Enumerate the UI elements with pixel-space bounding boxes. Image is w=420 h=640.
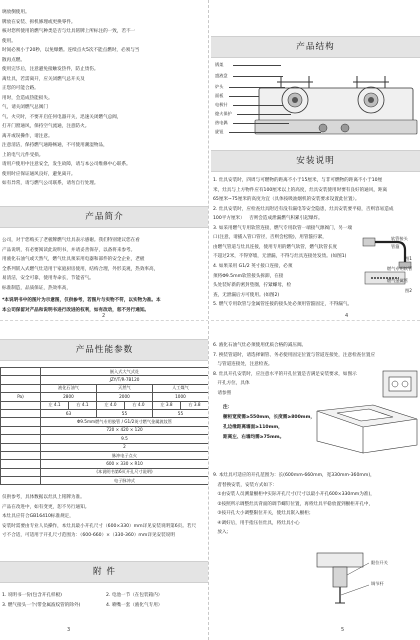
product-intro-title: 产品简介 [0, 206, 209, 228]
table-cell: 63 [41, 409, 97, 417]
table-row [1, 451, 209, 459]
intro-line-6: 标准制造，品质保证，热效率高， [2, 285, 71, 291]
safety-line-11: 气，请关闭燃气总阀门 [2, 105, 48, 110]
intro-line-3: 用液化石油气或天然气，燃气灶具须采用电器和部件的安全企业，老板 [2, 257, 145, 262]
table-cell: 右 3.8 [180, 401, 208, 409]
install-line: 须将Φ9.5mm软管接头拆卸，在接 [213, 273, 284, 279]
table-cell: 2 [41, 443, 209, 451]
page-number: 4 [345, 313, 349, 319]
step-line: ②按照所示调整灶具背面的调节螺钉位置，再将灶具平稳放置到橱柜开孔中， [213, 501, 374, 507]
table-cell: 嵌入式大气式灶 [41, 368, 209, 376]
table-cell: 55 [152, 409, 208, 417]
table-cell: 55 [96, 409, 152, 417]
notice-line-2: 本公司保留对产品和说明书进行改进的权利，如有改动，恕不另行通知。 [2, 307, 150, 313]
table-cell: JZY/T/R-7B120 [41, 376, 209, 384]
table-cell: 左 3.8 [152, 401, 180, 409]
safety-line-1: 璃放倒使用。 [2, 10, 30, 15]
table-row: Pa) 2800 2000 1000 [1, 393, 209, 401]
table-cell: 天然气 [96, 384, 152, 392]
safety-line-19: 如有异常，请与燃气公司联系，请勿自行处理。 [2, 181, 99, 186]
part-label: 电极针 [215, 102, 228, 107]
part-label: 面板 [215, 93, 224, 98]
step-line: ③按开孔大小调整限位开关，使灶具嵌入橱柜； [213, 511, 314, 516]
fig-label: 燃气专用软管 [387, 266, 413, 271]
table-row [1, 384, 209, 392]
safety-line-9: 正您的可能合路。 [2, 86, 39, 91]
table-row [1, 401, 209, 409]
part-label: 旋钮 [215, 129, 224, 134]
accessory-1: 1. 说明书一份(包含开孔样板) [2, 593, 62, 598]
part-label: 盛液盘 [215, 73, 228, 78]
install-line: 2. 灶具安装时，应检查灶具附近有没有漏电等安全隐患，灶具安装要平稳，否则容易造成 [213, 206, 394, 212]
install-line: 开孔方位，具体 [213, 381, 250, 386]
step-line: ①由安装人员测量橱柜中实际开孔尺寸(尺寸以最小开孔600×330mm为准)， [213, 492, 375, 497]
table-cell: 液化石油气 [41, 384, 97, 392]
page-number: 2 [102, 313, 106, 319]
install-line: 请参照 [213, 390, 232, 396]
cabinet-diagram [313, 401, 419, 455]
table-row [1, 435, 209, 443]
spec-table [0, 367, 209, 485]
table-cell: 1000 [152, 393, 208, 401]
table-row [1, 460, 209, 468]
limit-switch-diagram [307, 545, 419, 611]
install-line: 由燃气管道与灶具连接，使用专用的燃气软管，燃气软管长度 [213, 244, 338, 250]
table-row [1, 468, 209, 476]
left-sheet [0, 0, 209, 640]
safety-line-16: 上的电气元件受损。 [2, 152, 44, 158]
install-line: 不超过2米，不得穿墙，无泄漏，不得与灶具连接处发烫。(如图1) [213, 254, 347, 259]
page-4 [211, 0, 420, 320]
part-label: 锅架 [215, 62, 224, 67]
table-row [1, 477, 209, 485]
table-cell: 人工煤气 [152, 384, 208, 392]
pot-support [277, 76, 389, 88]
page-number: 5 [341, 627, 345, 633]
adjust-screw-label: 调节杆 [371, 581, 384, 586]
table-cell: Φ9.5mm燃气专用胶管 / G1/2英寸燃气金属波纹管 [41, 418, 209, 426]
limit-switch-label: 限位开关 [371, 560, 388, 565]
intro-line-2: 产品说明，有必要阅读此说明书，并请妥善保存，以备将来参考。 [2, 247, 136, 253]
page-2 [0, 0, 209, 320]
table-cell: 2800 [41, 393, 97, 401]
table-row [1, 443, 209, 451]
table-row [1, 426, 209, 434]
table-row [1, 418, 209, 426]
safety-line-18: 使用时应保证通风良好，避免离开。 [2, 171, 76, 177]
knob-left [319, 124, 327, 132]
part-label: 炉头 [215, 84, 224, 89]
caution-line: 距离左、右墙均需≥75mm。 [223, 435, 285, 440]
accessory-4: 4. 喷嘴一套（液化气专用） [106, 603, 163, 608]
step-line: 9. 本灶具可适应的开孔范围为：长(600mm-660mm，宽330mm-360mm)， [213, 473, 375, 478]
install-line: 65厘米~75厘米的高度为宜（具体按吸油烟机的安装要求设置此位置）。 [213, 197, 360, 202]
fig-label: 图2 [405, 288, 412, 293]
caution-line: 孔边缘距离墙面≥110mm， [223, 425, 283, 430]
spec-title: 产品性能参数 [0, 339, 209, 361]
spec-note-4: 安装时需要由专业人员操作，本灶具最小开孔尺寸（600×330）mm详见安装说明第6页。若尺 [2, 523, 197, 529]
safety-line-14: 离开或误操作，请注意。 [2, 133, 53, 139]
accessory-3: 3. 燃气接头一个(带金属波纹管的除外) [2, 603, 81, 608]
install-line: 头处装好新的密封垫圈，拧紧螺母，检 [213, 283, 292, 288]
install-line: 8. 灶具开孔安装时，应注意水平的开孔位置是否满足安装要求，如图示 [213, 371, 357, 377]
fig-label: 软管接头 [391, 236, 408, 241]
notice-line-1: *本说明书中的图片为示意图，仅供参考，若图片与实物不符，以实物为准。本 [2, 298, 161, 303]
stove-diagram [251, 62, 419, 142]
step-line: 放入； [213, 530, 232, 535]
intro-line-4: 全系列嵌入式燃气灶适用于家庭厨房使用，结构合理，外形美观，热效率高， [2, 266, 159, 272]
fig-label: 燃气金属管 [387, 278, 408, 283]
safety-line-10: 用时，会造成热能损失。 [2, 95, 53, 101]
install-line: 3. 如采用燃气专用软管连接，燃气专用软管一端接气源阀门，另一端 [213, 225, 353, 231]
intro-line-5: 易清洁，安全可靠，使用寿命长，节能省气。 [2, 276, 94, 281]
safety-line-13: 打开门窗通风，保持空气流通，注意防火。 [2, 124, 90, 129]
safety-line-15: 注意清洁，保持燃气通路畅通，不可使用潮湿物品， [2, 143, 108, 148]
table-row [1, 409, 209, 417]
table-cell: 右 4.1 [68, 401, 96, 409]
spec-note-5: 寸不合适，可适用于开孔尺寸范围为：（600-660）×（330-360）mm详见安装说明 [2, 533, 175, 538]
structure-title: 产品结构 [211, 36, 420, 58]
install-line: 4. 如果采用 G1/2 英寸接口连接，必须 [213, 264, 293, 269]
knob-right [341, 124, 349, 132]
step-line: 者替换安装，安装方式如下： [213, 482, 278, 488]
page-number: 3 [67, 627, 71, 633]
table-row [1, 376, 209, 384]
install-line: 6. 液化石油气灶必须使用优质合格的减压阀。 [213, 343, 307, 348]
intro-line-1: 公司，对于您购买了老板牌燃气灶具表示感谢。我们特别建议您在看 [2, 238, 140, 243]
safety-line-17: 请用户使用中注意安全，发生故障，请与本公司维修中心联系。 [2, 162, 131, 167]
table-cell: 600 × 330 × R10 [41, 460, 209, 468]
safety-line-12: 气、火灾时，不要开启任何电器开关，迅速关闭燃气总阀， [2, 114, 122, 120]
page-5 [211, 320, 420, 640]
part-label: 热电偶 [215, 120, 228, 125]
install-line: 1. 灶具安装时，四周与可燃物的距离不小于15厘米，与非可燃物的距离不小于10厘 [213, 178, 383, 183]
install-line: 7. 换装管道时，请选择铜管、务必使用固定位置与管道连接处，注意检查位置应 [213, 352, 376, 358]
spec-note-2: 产品在改进中，如有变更，恕不另行通知。 [2, 504, 90, 510]
caution-title: 注： [223, 405, 233, 410]
install-title: 安装说明 [211, 150, 420, 172]
install-line: 米，灶具与上方物件应有100厘米以上的高度，灶具安装使用时要有良好的通风，距离 [213, 187, 388, 193]
page-3 [0, 320, 209, 640]
spec-note-3: 本灶具应符合GB16410标准规定， [2, 514, 74, 519]
table-cell: 9.5 [41, 435, 209, 443]
install-line: 5. 燃气专用软管与金属管连接的接头处必须用管箍固定，不得漏气。 [213, 302, 353, 307]
safety-line-7: 使用完毕后，注意避免接触发热件，防止烫伤。 [2, 67, 99, 72]
install-line: 查，无泄漏后方可使用。(如图2) [213, 292, 280, 298]
safety-line-4: 使用。 [2, 38, 16, 44]
part-label: 熄火保护 [215, 111, 232, 116]
table-cell: 2000 [96, 393, 152, 401]
spec-note-1: 仅供参考，具体数据以灶具上铭牌为准。 [2, 495, 85, 500]
caution-line: 橱柜宽度需≥550mm，长度需≥800mm， [223, 415, 315, 420]
table-cell: 左 4.0 [96, 401, 124, 409]
table-cell: 电子脉冲式 [41, 477, 209, 485]
table-cell: 脉冲电子点火 [41, 451, 209, 459]
table-cell: 720 × 420 × 120 [41, 426, 209, 434]
install-line: 与管道连接处，注意检查。 [213, 362, 273, 367]
safety-line-2: 牌放在安装、拆机修理或更换零件。 [2, 19, 76, 25]
table-row [1, 368, 209, 376]
accessories-title: 附 件 [0, 561, 209, 583]
safety-line-3: 核对您所使用的燃气种类是否与灶具铭牌上所标注的一致，若不一 [2, 29, 136, 34]
table-cell: (本说明书第6页开孔尺寸说明) [41, 468, 209, 476]
cutout-diagram [381, 367, 419, 401]
safety-line-5: 时间必须小于20秒，以免爆燃。连续点火5次不能点燃时，必须与当 [2, 48, 140, 53]
accessory-2: 2. 电池一节（在包装箱内） [106, 593, 163, 598]
table-cell: 左 4.1 [41, 401, 69, 409]
step-line: ④调好后，用手指压住灶具，将灶具小心 [213, 520, 300, 526]
table-cell: 右 4.0 [124, 401, 152, 409]
install-line: 口(注意，请插入管口管径，否则会松脱)，用管箍拧紧， [213, 235, 327, 240]
safety-line-6: 散再点燃。 [2, 57, 25, 63]
right-sheet [211, 0, 420, 640]
safety-line-8: 离灶具，若需离开，应关闭燃气总开关及 [2, 76, 85, 82]
install-line: 100平方厘米） 否则会造成泄漏燃气积累引起爆炸。 [213, 216, 323, 221]
fig-label: 图1 [405, 256, 412, 261]
fig-label: 管箍 [391, 244, 400, 249]
